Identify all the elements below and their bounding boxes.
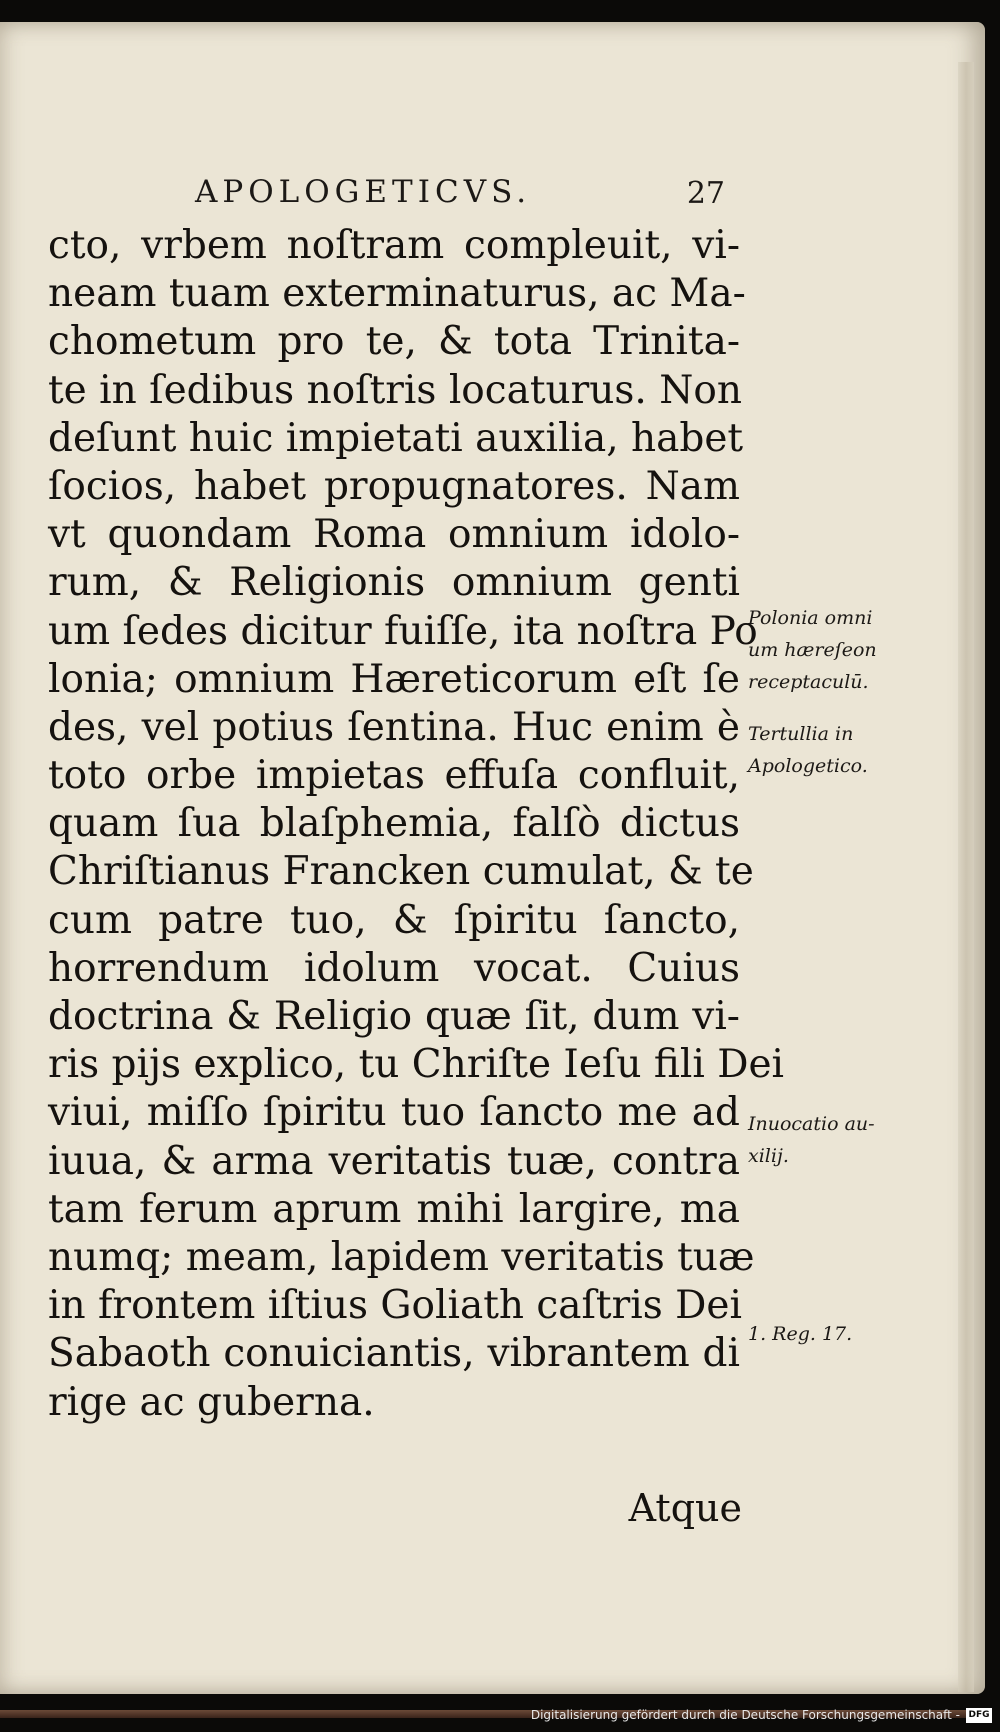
text-line: cum patre tuo, & ſpiritu ſancto, — [48, 897, 740, 943]
text-line: chometum pro te, & tota Trinita- — [48, 319, 740, 365]
marginal-note-line: um hæreſeon — [748, 639, 877, 661]
text-line: lonia; omnium Hæreticorum eſt ſe — [48, 656, 740, 702]
catchword: Atque — [628, 1486, 742, 1530]
text-line: rige ac guberna. — [48, 1379, 375, 1425]
running-title: APOLOGETICVS. — [195, 174, 532, 210]
marginal-note-line: Inuocatio au- — [748, 1113, 875, 1135]
text-line: des, vel potius ſentina. Huc enim è — [48, 704, 740, 750]
page-number: 27 — [686, 176, 725, 211]
marginal-note-reference — [748, 1318, 852, 1350]
text-line: vt quondam Roma omnium idolo- — [48, 512, 740, 558]
digitization-footer — [531, 1704, 992, 1726]
marginal-note-line: Polonia omni — [748, 607, 873, 629]
marginal-note-polonia — [748, 602, 877, 698]
funding-attribution: Digitalisierung gefördert durch die Deutsche Forschungsgemeinschaft - — [530, 1708, 960, 1722]
text-line: te in ſedibus noſtris locaturus. Non — [48, 367, 742, 413]
dfg-logo: DFG — [966, 1708, 992, 1723]
marginal-note-tertullian — [748, 718, 868, 782]
page-header — [195, 174, 725, 214]
text-line: deſunt huic impietati auxilia, habet — [48, 415, 744, 461]
book-page — [0, 22, 985, 1694]
text-line: rum, & Religionis omnium genti — [48, 560, 740, 606]
text-line: viui, miſſo ſpiritu tuo ſancto me ad — [48, 1090, 740, 1136]
text-line: neam tuam exterminaturus, ac Ma- — [48, 271, 746, 317]
text-line: doctrina & Religio quæ ſit, dum vi- — [48, 994, 740, 1039]
text-line: cto, vrbem noſtram compleuit, vi- — [48, 223, 740, 268]
marginal-note-line: receptaculū. — [748, 671, 869, 693]
marginal-note-line: 1. Reg. 17. — [748, 1323, 853, 1345]
text-line: ris pijs explico, tu Chriſte Ieſu fili Dei — [48, 1042, 785, 1088]
text-line: iuua, & arma veritatis tuæ, contra — [48, 1138, 740, 1184]
marginal-note-invocatio — [748, 1108, 875, 1172]
text-line: horrendum idolum vocat. Cuius — [48, 945, 740, 991]
text-line: numq; meam, lapidem veritatis tuæ — [48, 1234, 755, 1280]
text-line: Chriſtianus Francken cumulat, & te — [48, 849, 754, 895]
page-edge — [958, 62, 974, 1692]
marginal-note-line: Tertullia in — [748, 723, 854, 745]
marginal-note-line: xilij. — [748, 1145, 789, 1167]
text-line: um ſedes dicitur fuiſſe, ita noſtra Po — [48, 608, 758, 654]
text-line: tam ferum aprum mihi largire, ma — [48, 1186, 740, 1232]
text-line: quam ſua blaſphemia, falſò dictus — [48, 801, 740, 847]
text-line: Sabaoth conuiciantis, vibrantem di — [48, 1331, 740, 1377]
text-line: toto orbe impietas effuſa confluit, — [48, 753, 740, 799]
marginal-note-line: Apologetico. — [748, 755, 868, 777]
text-line: ſocios, habet propugnatores. Nam — [48, 463, 740, 509]
text-line: in frontem iſtius Goliath caſtris Dei — [48, 1283, 742, 1329]
